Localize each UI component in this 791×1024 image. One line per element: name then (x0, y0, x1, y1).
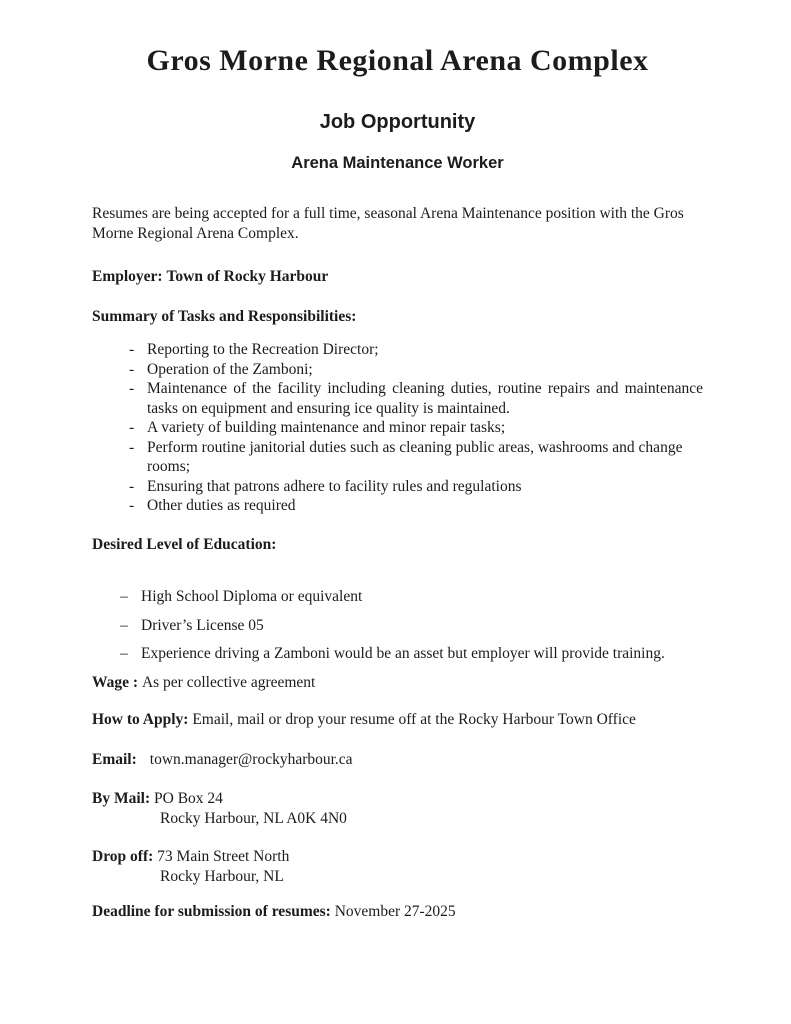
email-address: town.manager@rockyharbour.ca (149, 750, 353, 768)
task-item (129, 379, 703, 418)
dash-bullet: – (120, 588, 128, 605)
deadline-label: Deadline for submission of resumes: (92, 903, 331, 920)
education-heading: Desired Level of Education: (92, 535, 277, 553)
how-to-apply-label: How to Apply: (92, 711, 189, 728)
page-title: Gros Morne Regional Arena Complex (146, 44, 649, 77)
subtitle-job-opportunity: Job Opportunity (319, 111, 476, 133)
task-item-text: Ensuring that patrons adhere to facility rules and regulations (147, 477, 522, 495)
drop-off-line1 (92, 847, 703, 867)
employer-value: Town of Rocky Harbour (166, 268, 329, 285)
education-item-text: High School Diploma or equivalent (141, 588, 363, 605)
task-item (129, 418, 703, 438)
tasks-list (92, 340, 703, 516)
education-item (120, 644, 703, 664)
how-to-apply-line (92, 710, 703, 730)
task-item-text: Other duties as required (147, 497, 296, 514)
employer-line (92, 267, 703, 287)
hyphen-bullet: - (129, 380, 135, 397)
drop-off-line2: Rocky Harbour, NL (160, 867, 284, 885)
task-item (129, 438, 703, 477)
employer-label: Employer: (92, 268, 163, 285)
deadline-value: November 27-2025 (334, 903, 456, 920)
education-item (120, 587, 703, 607)
wage-label: Wage : (92, 673, 139, 691)
wage-line (92, 673, 703, 693)
task-item (129, 496, 703, 516)
drop-off-address1: 73 Main Street North (157, 848, 290, 865)
by-mail-label: By Mail: (92, 790, 151, 807)
task-item-text: Operation of the Zamboni; (147, 360, 313, 378)
task-item-text: Perform routine janitorial duties such as cleaning public areas, washrooms and change rooms; (147, 438, 683, 475)
hyphen-bullet: - (129, 360, 135, 378)
position-title: Arena Maintenance Worker (291, 154, 504, 172)
wage-value: As per collective agreement (141, 673, 316, 691)
task-item-text: A variety of building maintenance and minor repair tasks; (147, 419, 506, 436)
task-item (129, 477, 703, 497)
education-item (120, 616, 703, 636)
education-item-text: Experience driving a Zamboni would be an asset but employer will provide training. (141, 645, 665, 662)
task-item-text: Maintenance of the facility including cleaning duties, routine repairs and maintenance tasks on equipment and ensuring ice quality is maintained. (147, 380, 703, 417)
email-line (92, 750, 703, 770)
task-item (129, 340, 703, 360)
hyphen-bullet: - (129, 341, 135, 358)
dash-bullet: – (120, 616, 128, 634)
task-item-text: Reporting to the Recreation Director; (147, 341, 379, 358)
task-item (129, 360, 703, 380)
email-label: Email: (92, 750, 137, 768)
drop-off-label: Drop off: (92, 848, 154, 865)
hyphen-bullet: - (129, 438, 135, 456)
hyphen-bullet: - (129, 419, 135, 436)
by-mail-address1: PO Box 24 (154, 790, 223, 807)
how-to-apply-value: Email, mail or drop your resume off at the Rocky Harbour Town Office (192, 711, 636, 728)
by-mail-line1 (92, 789, 703, 809)
tasks-heading: Summary of Tasks and Responsibilities: (92, 307, 357, 325)
education-item-text: Driver’s License 05 (141, 616, 264, 634)
hyphen-bullet: - (129, 477, 135, 495)
education-list (92, 587, 703, 664)
intro-paragraph: Resumes are being accepted for a full time, seasonal Arena Maintenance position with the Gros Morne Regional Arena Complex. (92, 205, 684, 242)
by-mail-line2: Rocky Harbour, NL A0K 4N0 (160, 809, 347, 827)
hyphen-bullet: - (129, 497, 135, 514)
drop-off-block (92, 847, 703, 886)
by-mail-block (92, 789, 703, 828)
deadline-line (92, 902, 703, 922)
dash-bullet: – (120, 645, 128, 662)
